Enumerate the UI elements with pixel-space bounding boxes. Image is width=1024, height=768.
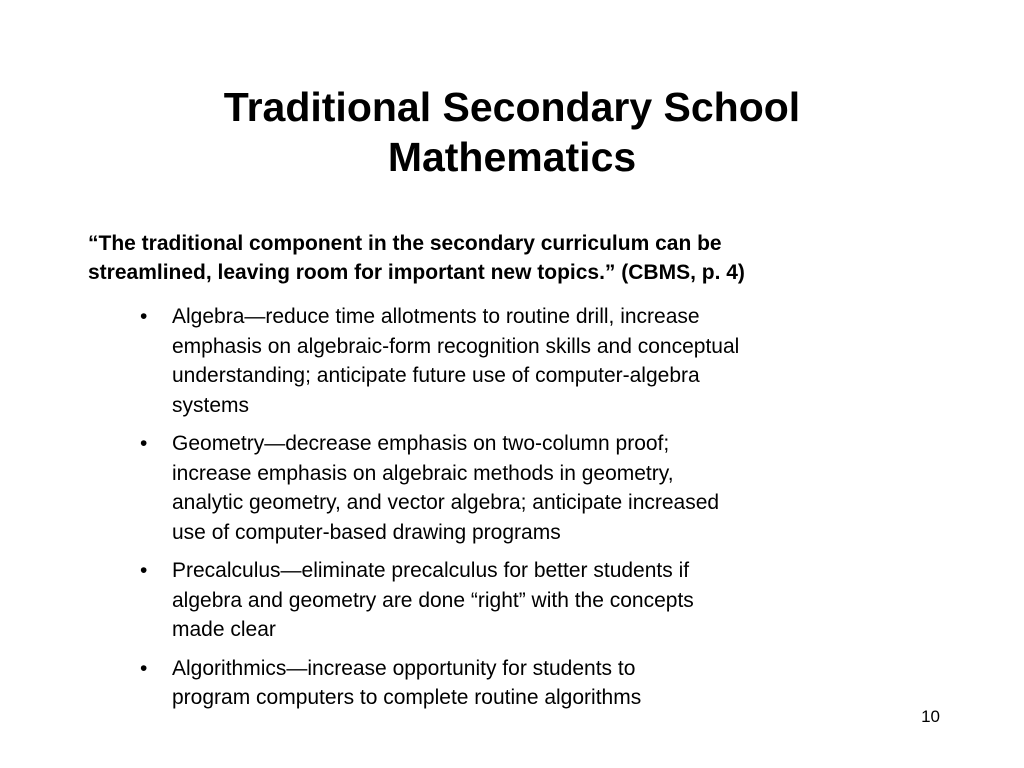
bullet-line: increase emphasis on algebraic methods in geometry, [172, 461, 674, 485]
bullet-line: use of computer-based drawing programs [172, 520, 561, 544]
bullet-dot-icon: • [140, 305, 148, 328]
quote-line: streamlined, leaving room for important new topics.” (CBMS, p. 4) [88, 261, 745, 284]
bullet-item-algorithmics [140, 654, 900, 713]
bullet-line: Algorithmics—increase opportunity for students to [172, 656, 636, 680]
bullet-text [172, 302, 900, 420]
bullet-dot-icon: • [140, 656, 148, 680]
quote-line: “The traditional component in the secondary curriculum can be [88, 232, 722, 255]
bullet-line: algebra and geometry are done “right” with the concepts [172, 588, 694, 612]
page-number: 10 [921, 707, 940, 726]
bullet-line: understanding; anticipate future use of computer-algebra [172, 364, 700, 387]
bullet-text [172, 429, 900, 547]
bullet-line: program computers to complete routine algorithms [172, 686, 642, 709]
bullet-dot-icon: • [140, 559, 148, 582]
bullet-line: analytic geometry, and vector algebra; anticipate increased [172, 491, 720, 514]
bullet-line: Precalculus—eliminate precalculus for better students if [172, 559, 690, 582]
bullet-list [140, 302, 900, 722]
bullet-line: made clear [172, 618, 276, 641]
slide-title-line: Traditional Secondary School [223, 84, 801, 130]
bullet-item-precalculus [140, 556, 900, 645]
bullet-line: systems [172, 393, 250, 417]
slide-title [0, 82, 1024, 182]
bullet-line: Algebra—reduce time allotments to routine drill, increase [172, 305, 700, 328]
bullet-line: Geometry—decrease emphasis on two-column proof; [172, 432, 670, 455]
bullet-dot-icon: • [140, 432, 148, 455]
bullet-item-geometry [140, 429, 900, 547]
bullet-text [172, 556, 900, 645]
bullet-item-algebra [140, 302, 900, 420]
slide-title-line: Mathematics [387, 134, 637, 180]
bullet-line: emphasis on algebraic-form recognition skills and conceptual [172, 334, 740, 358]
bullet-text [172, 654, 900, 713]
cbms-quote [88, 229, 968, 287]
